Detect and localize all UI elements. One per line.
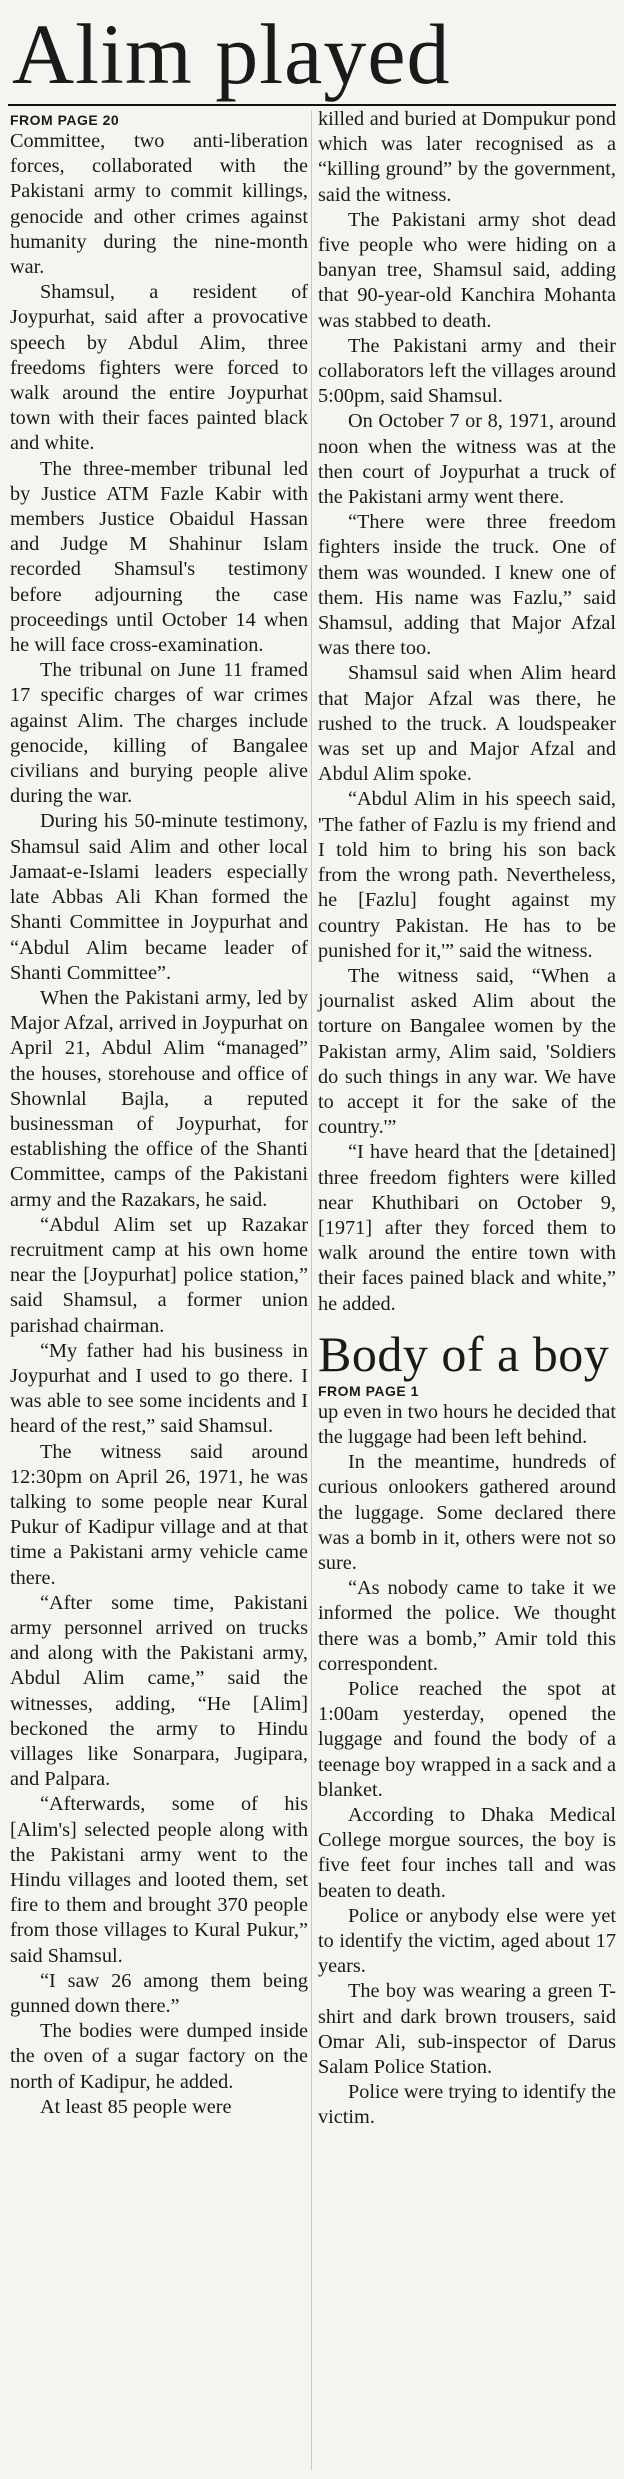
article-paragraph: The Pakistani army shot dead five people who were hiding on a banyan tree, Shamsul said, adding that 90-year-old Kanchira Mohanta was stabbed to death. [318,208,616,332]
article-paragraph: “My father had his business in Joypurhat and I used to go there. I was able to see some incidents and I heard of the rest,” said Shamsul. [10,1339,308,1438]
from-page-label: FROM PAGE 1 [318,1382,419,1399]
article-alim-right-column [318,107,616,2131]
article-paragraph: Police were trying to identify the victim. [318,2081,616,2129]
article-paragraph: “Abdul Alim set up Razakar recruitment camp at his own home near the [Joypurhat] police station,” said Shamsul, a former union parishad chairman. [10,1213,308,1337]
article-paragraph: “After some time, Pakistani army personnel arrived on trucks and along with the Pakistani army, Abdul Alim came,” said the witnesses, adding, “He [Alim] beckoned the army to Hindu villages like Sonarpara, Jugipara, and Palpara. [10,1591,308,1791]
article-paragraph: In the meantime, hundreds of curious onlookers gathered around the luggage. Some declared there was a bomb in it, others were not so sure. [318,1451,616,1574]
article-paragraph: Shamsul, a resident of Joypurhat, said after a provocative speech by Abdul Alim, three freedoms fighters were forced to walk around the entire Joypurhat town with their faces painted black and white. [10,281,308,455]
article-paragraph: Committee, two anti-liberation forces, collaborated with the Pakistani army to commit killings, genocide and other crimes against humanity during the nine-month war. [10,130,308,279]
column-divider [311,110,312,2470]
headline-rule [8,104,616,106]
article-paragraph: “There were three freedom fighters inside the truck. One of them was wounded. I knew one of them. His name was Fazlu,” said Shamsul, adding that Major Afzal was there too. [318,511,616,660]
article-paragraph: The tribunal on June 11 framed 17 specific charges of war crimes against Alim. The charges include genocide, killing of Bangalee civilians and burying people alive during the war. [10,659,308,808]
article-paragraph: “I saw 26 among them being gunned down there.” [10,1969,308,2018]
article-paragraph: The boy was wearing a green T-shirt and dark brown trousers, said Omar Ali, sub-inspector of Darus Salam Police Station. [318,1980,616,2079]
article-headline-alim-played: Alim played [12,6,451,102]
article-paragraph: “I have heard that the [detained] three freedom fighters were killed near Khuthibari on October 9, [1971] after they forced them to walk around the entire town with their faces pained black and white,” he added. [318,1141,616,1315]
article-alim-left-column [10,112,308,2120]
article-paragraph: Police reached the spot at 1:00am yesterday, opened the luggage and found the body of a teenage boy wrapped in a sack and a blanket. [318,1677,616,1801]
article-paragraph: According to Dhaka Medical College morgue sources, the boy is five feet four inches tall and was beaten to death. [318,1804,616,1902]
article-paragraph: “As nobody came to take it we informed the police. We thought there was a bomb,” Amir told this correspondent. [318,1577,616,1675]
article-headline-body-of-a-boy: Body of a boy [318,1325,610,1382]
article-paragraph: The witness said, “When a journalist asked Alim about the torture on Bangalee women by the Pakistan army, Alim said, 'Soldiers do such things in any war. We have to accept it for the sake of the country.'” [318,964,616,1139]
article-paragraph: Shamsul said when Alim heard that Major Afzal was there, he rushed to the truck. A loudspeaker was set up and Major Afzal and Abdul Alim spoke. [318,662,616,786]
article-paragraph: “Afterwards, some of his [Alim's] selected people along with the Pakistani army went to the Hindu villages and looted them, set fire to them and brought 370 people from those villages to Kural Pukur,” said Shamsul. [10,1793,308,1967]
article-paragraph: The three-member tribunal led by Justice ATM Fazle Kabir with members Justice Obaidul Hassan and Judge M Shahinur Islam recorded Shamsul's testimony before adjourning the case proceedings until October 14 when he will face cross-examination. [10,457,308,657]
article-paragraph: “Abdul Alim in his speech said, 'The father of Fazlu is my friend and I told him to bring his son back from the wrong path. Nevertheless, he [Fazlu] fought against my country Pakistan. He has to be punished for it,'” said the witness. [318,788,616,962]
article-paragraph: The witness said around 12:30pm on April 26, 1971, he was talking to some people near Kural Pukur of Kadipur village and at that time a Pakistani army vehicle came there. [10,1440,308,1589]
article-paragraph: The Pakistani army and their collaborators left the villages around 5:00pm, said Shamsul. [318,334,616,408]
from-page-label: FROM PAGE 20 [10,112,120,128]
article-paragraph: Police or anybody else were yet to identify the victim, aged about 17 years. [318,1904,616,1978]
article-paragraph: On October 7 or 8, 1971, around noon when the witness was at the then court of Joypurhat a truck of the Pakistani army went there. [318,410,616,509]
article-paragraph: killed and buried at Dompukur pond which was later recognised as a “killing ground” by the government, said the witness. [318,108,616,206]
article-paragraph: up even in two hours he decided that the luggage had been left behind. [318,1400,616,1448]
article-paragraph: At least 85 people were [40,2095,232,2118]
article-paragraph: During his 50-minute testimony, Shamsul said Alim and other local Jamaat-e-Islami leaders especially late Abbas Ali Khan formed the Shanti Committee in Joypurhat and “Abdul Alim became leader of Shanti Committee”. [10,810,308,984]
article-paragraph: When the Pakistani army, led by Major Afzal, arrived in Joypurhat on April 21, Abdul Alim “managed” the houses, storehouse and office of Shownlal Bajla, a reputed businessman of Joypurhat, for establishing the office of the Shanti Committee, camps of the Pakistani army and the Razakars, he said. [10,986,308,1211]
article-paragraph: The bodies were dumped inside the oven of a sugar factory on the north of Kadipur, he added. [10,2020,308,2093]
